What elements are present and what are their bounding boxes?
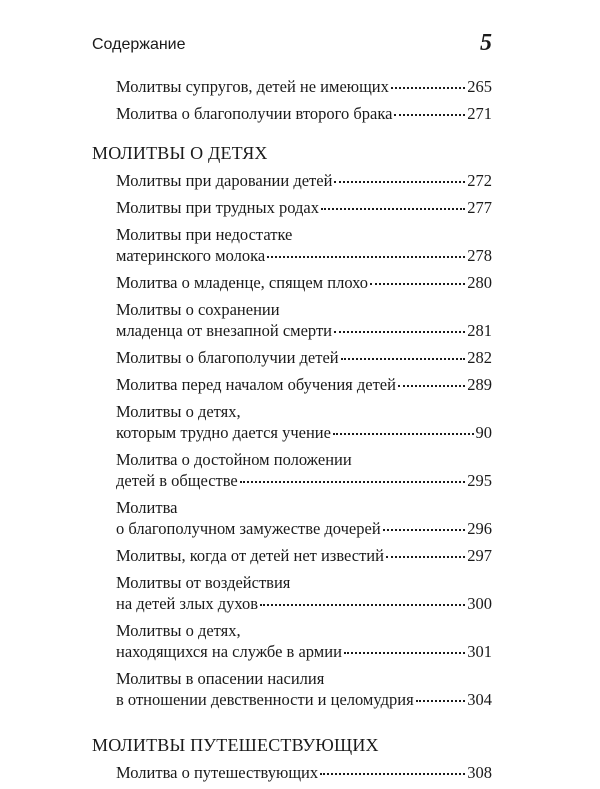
entry-page-number: 301 <box>467 642 492 661</box>
entry-title: Молитвы о благополучии детей <box>116 348 339 367</box>
dot-leader <box>383 529 466 531</box>
entry-title: Молитвы супругов, детей не имеющих <box>116 77 389 96</box>
toc-entry[interactable] <box>116 170 492 191</box>
entry-title-line: Молитва о достойном положении <box>116 450 352 469</box>
toc-entry[interactable] <box>116 545 492 566</box>
entry-title-line: Молитва <box>116 498 178 517</box>
dot-leader <box>386 556 465 558</box>
toc-entry[interactable] <box>116 668 492 710</box>
entry-last-line <box>116 272 492 293</box>
toc-entry[interactable] <box>116 620 492 662</box>
entry-title: детей в обществе <box>116 471 238 490</box>
entry-last-line <box>116 689 492 710</box>
dot-leader <box>394 114 465 116</box>
entry-title: находящихся на службе в армии <box>116 642 342 661</box>
entry-last-line <box>116 76 492 97</box>
entry-last-line <box>116 470 492 491</box>
toc-section <box>92 76 492 124</box>
entry-page-number: 304 <box>467 690 492 709</box>
entry-title: Молитва перед началом обучения детей <box>116 375 396 394</box>
entry-title-line: Молитвы о детях, <box>116 402 241 421</box>
entry-page-number: 278 <box>467 246 492 265</box>
entry-title: младенца от внезапной смерти <box>116 321 332 340</box>
toc-entry[interactable] <box>116 401 492 443</box>
toc-section <box>92 734 492 783</box>
dot-leader <box>391 87 465 89</box>
toc-section <box>92 142 492 710</box>
dot-leader <box>416 700 466 702</box>
dot-leader <box>267 256 465 258</box>
entry-last-line <box>116 641 492 662</box>
dot-leader <box>321 208 465 210</box>
dot-leader <box>320 773 465 775</box>
entry-last-line <box>116 545 492 566</box>
dot-leader <box>398 385 465 387</box>
toc-entry[interactable] <box>116 497 492 539</box>
dot-leader <box>370 283 465 285</box>
entry-page-number: 281 <box>467 321 492 340</box>
entry-page-number: 300 <box>467 594 492 613</box>
dot-leader <box>260 604 465 606</box>
toc-entry[interactable] <box>116 272 492 293</box>
entry-title: о благополучном замужестве дочерей <box>116 519 381 538</box>
entry-last-line <box>116 762 492 783</box>
entry-page-number: 282 <box>467 348 492 367</box>
entry-page-number: 271 <box>467 104 492 123</box>
toc-entry[interactable] <box>116 449 492 491</box>
entry-title: Молитва о младенце, спящем плохо <box>116 273 369 292</box>
entry-title-line: Молитвы о сохранении <box>116 300 280 319</box>
entry-title: Молитвы при даровании детей <box>116 171 333 190</box>
dot-leader <box>334 181 465 183</box>
entry-title-line: Молитвы в опасении насилия <box>116 669 325 688</box>
section-title: МОЛИТВЫ ПУТЕШЕСТВУЮЩИХ <box>92 735 379 755</box>
dot-leader <box>333 433 474 435</box>
entry-title: которым трудно дается учение <box>116 423 331 442</box>
page-number: 5 <box>480 30 492 56</box>
entry-page-number: 297 <box>467 546 492 565</box>
toc-entry[interactable] <box>116 374 492 395</box>
entry-title: материнского молока <box>116 246 266 265</box>
entry-page-number: 272 <box>467 171 492 190</box>
entry-page-number: 289 <box>467 375 492 394</box>
dot-leader <box>240 481 465 483</box>
entry-title-line: Молитвы при недостатке <box>116 225 293 244</box>
table-of-contents <box>92 62 492 789</box>
entry-page-number: 265 <box>467 77 492 96</box>
entry-title: на детей злых духов <box>116 594 259 613</box>
entry-last-line <box>116 245 492 266</box>
toc-entry[interactable] <box>116 103 492 124</box>
entry-last-line <box>116 170 492 191</box>
dot-leader <box>334 331 465 333</box>
entry-last-line <box>116 374 492 395</box>
entry-title: Молитва о благополучии второго брака <box>116 104 393 123</box>
entry-last-line <box>116 593 492 614</box>
page-header <box>92 30 492 60</box>
dot-leader <box>341 358 466 360</box>
running-title: Содержание <box>92 36 186 53</box>
toc-entry[interactable] <box>116 347 492 368</box>
section-title: МОЛИТВЫ О ДЕТЯХ <box>92 143 268 163</box>
entry-last-line <box>116 518 492 539</box>
toc-entry[interactable] <box>116 762 492 783</box>
entry-page-number: 277 <box>467 198 492 217</box>
entry-title: Молитва о путешествующих <box>116 763 319 782</box>
entry-last-line <box>116 197 492 218</box>
toc-entry[interactable] <box>116 76 492 97</box>
entry-title-line: Молитвы о детях, <box>116 621 241 640</box>
toc-entry[interactable] <box>116 572 492 614</box>
entry-last-line <box>116 103 492 124</box>
entry-page-number: 295 <box>467 471 492 490</box>
entry-page-number: 296 <box>467 519 492 538</box>
entry-page-number: 280 <box>467 273 492 292</box>
toc-entry[interactable] <box>116 197 492 218</box>
entry-last-line <box>116 320 492 341</box>
entry-last-line <box>116 347 492 368</box>
toc-entry[interactable] <box>116 299 492 341</box>
entry-page-number: 90 <box>475 423 492 442</box>
toc-entry[interactable] <box>116 224 492 266</box>
entry-title-line: Молитвы от воздействия <box>116 573 291 592</box>
entry-title: в отношении девственности и целомудрия <box>116 690 414 709</box>
entry-last-line <box>116 422 492 443</box>
entry-title: Молитвы при трудных родах <box>116 198 319 217</box>
entry-page-number: 308 <box>467 763 492 782</box>
dot-leader <box>344 652 465 654</box>
entry-title: Молитвы, когда от детей нет известий <box>116 546 384 565</box>
